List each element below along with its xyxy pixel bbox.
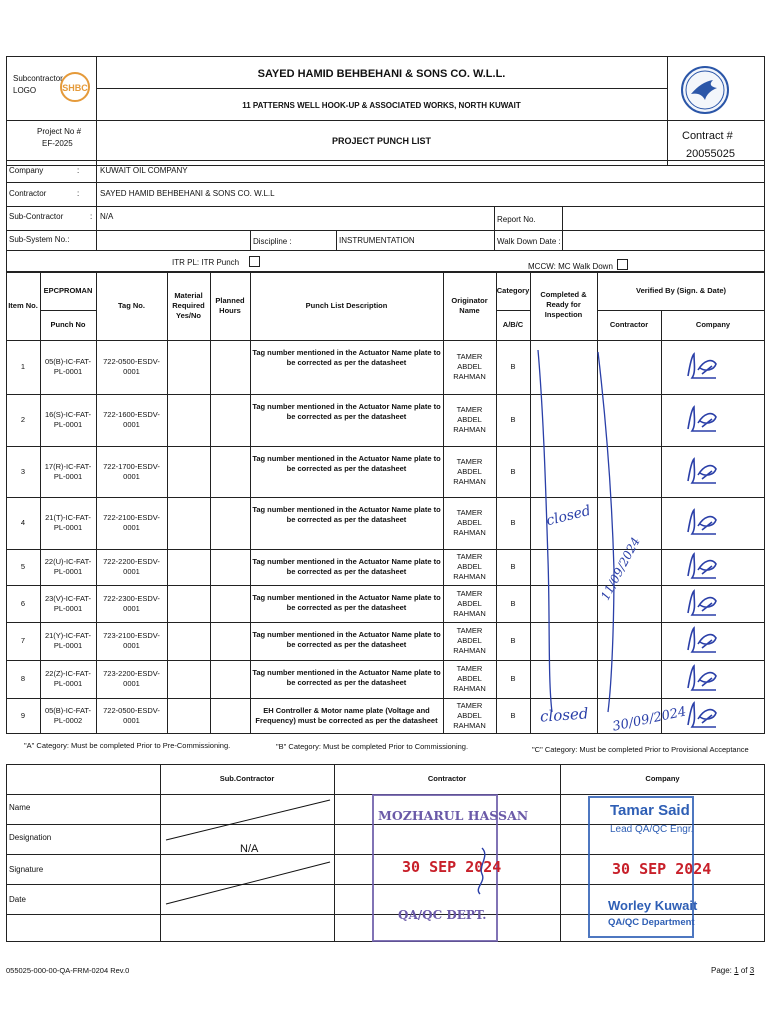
project-title: 11 PATTERNS WELL HOOK-UP & ASSOCIATED WORKS, NORTH KUWAIT (242, 101, 521, 110)
signoff-subcontractor-header: Sub.Contractor (219, 774, 275, 783)
company-title: SAYED HAMID BEHBEHANI & SONS CO. W.L.L. (257, 68, 506, 80)
cell-tag-no: 722-2200-ESDV-0001 (103, 557, 160, 576)
contractor-stamp-date: 30 SEP 2024 (402, 858, 502, 876)
cell-punch-no: 16(S)-IC-FAT-PL-0001 (44, 410, 92, 429)
cell-originator: TAMER ABDEL RAHMAN (453, 352, 486, 381)
svg-text:SHBC: SHBC (62, 83, 88, 93)
signoff-signature-label: Signature (9, 865, 44, 874)
cell-originator: TAMER ABDEL RAHMAN (453, 626, 486, 655)
contractor-stamp-name: MOZHARUL HASSAN (378, 808, 529, 823)
cell-category: B (510, 466, 516, 476)
handwritten-date: 30/09/2024 (611, 704, 688, 735)
header-contractor: Contractor (609, 320, 649, 329)
colon: : (77, 166, 80, 175)
cell-description: Tag number mentioned in the Actuator Name plate to be corrected as per the datasheet (252, 557, 441, 576)
company-label: Company (9, 166, 44, 175)
cell-tag-no: 722-0500-ESDV-0001 (103, 357, 160, 376)
header-item-no: Item No. (8, 301, 38, 310)
signoff-date-label: Date (9, 895, 26, 904)
header-originator: Originator Name (451, 296, 488, 315)
contract-value: 20055025 (686, 148, 735, 160)
cell-item-no: 7 (20, 636, 26, 645)
mccw-label: MCCW: MC Walk Down (528, 262, 613, 271)
cell-item-no: 5 (20, 562, 26, 571)
header-category: Category (496, 286, 530, 295)
note-category-c: "C" Category: Must be completed Prior to Provisional Acceptance (532, 745, 749, 754)
colon: : (90, 212, 93, 221)
handwritten-closed-note: closed (544, 502, 593, 530)
header-category-abc: A/B/C (502, 320, 524, 329)
cell-description: Tag number mentioned in the Actuator Name plate to be corrected as per the datasheet (252, 454, 441, 473)
contractor-label: Contractor (9, 189, 47, 198)
cell-item-no: 3 (20, 466, 26, 476)
header-epcproman: EPCPROMAN (43, 286, 93, 295)
company-stamp-designation: Lead QA/QC Engr. (610, 824, 694, 835)
header-planned-hours: Planned Hours (215, 296, 245, 315)
cell-tag-no: 722-1600-ESDV-0001 (103, 410, 160, 429)
header-tag-no: Tag No. (118, 301, 145, 310)
logo-placeholder-label: Subcontractor (13, 74, 63, 83)
contractor-signature (460, 846, 500, 896)
cell-tag-no: 723-2200-ESDV-0001 (103, 669, 160, 688)
page-label: Page: (711, 966, 732, 975)
page-total: 3 (749, 966, 755, 975)
cell-item-no: 6 (20, 598, 26, 608)
cell-originator: TAMER ABDEL RAHMAN (453, 405, 486, 434)
company-stamp-date: 30 SEP 2024 (612, 860, 712, 878)
form-title: PROJECT PUNCH LIST (331, 136, 431, 146)
company-value: KUWAIT OIL COMPANY (100, 166, 188, 175)
cell-originator: TAMER ABDEL RAHMAN (453, 701, 486, 730)
company-stamp-name: Tamar Said (610, 802, 690, 819)
subcontractor-label: Sub-Contractor (9, 212, 64, 221)
cell-description: EH Controller & Motor name plate (Voltage and Frequency) must be corrected as per the datasheet (255, 706, 438, 725)
cell-category: B (510, 518, 516, 527)
discipline-value: INSTRUMENTATION (339, 236, 415, 245)
logo-placeholder-label: LOGO (13, 86, 37, 95)
cell-originator: TAMER ABDEL RAHMAN (453, 552, 486, 581)
cell-description: Tag number mentioned in the Actuator Name plate to be corrected as per the datasheet (252, 668, 441, 687)
project-no-label: Project No # (37, 127, 82, 136)
contract-label: Contract # (682, 130, 733, 142)
cell-originator: TAMER ABDEL RAHMAN (453, 588, 486, 618)
company-stamp-org: Worley Kuwait (608, 898, 698, 913)
note-category-b: "B" Category: Must be completed Prior to Commissioning. (276, 742, 469, 751)
cell-punch-no: 21(T)-IC-FAT-PL-0001 (45, 513, 91, 532)
handwritten-date: 11/09/2024 (598, 534, 643, 603)
cell-tag-no: 722-2100-ESDV-0001 (103, 513, 160, 532)
subcontractor-value: N/A (100, 212, 114, 221)
signoff-subcontractor-na: N/A (240, 843, 259, 855)
header-verified-by: Verified By (Sign. & Date) (635, 286, 727, 295)
cell-punch-no: 17(R)-IC-FAT-PL-0001 (44, 461, 92, 481)
cell-item-no: 4 (20, 518, 26, 527)
cell-category: B (510, 362, 516, 371)
header-company: Company (695, 320, 731, 329)
subsystem-label: Sub-System No.: (9, 235, 70, 244)
cell-tag-no: 723-2100-ESDV-0001 (103, 631, 160, 650)
cell-originator: TAMER ABDEL RAHMAN (453, 508, 486, 537)
note-category-a: "A" Category: Must be completed Prior to Pre-Commissioning. (24, 741, 231, 750)
cell-punch-no: 21(Y)-IC-FAT-PL-0001 (44, 631, 92, 650)
cell-category: B (510, 711, 516, 720)
cell-item-no: 8 (20, 674, 26, 683)
colon: : (77, 189, 80, 198)
cell-tag-no: 722-1700-ESDV-0001 (103, 461, 160, 481)
page-indicator (711, 966, 754, 975)
signoff-company-header: Company (645, 774, 680, 783)
cell-punch-no: 05(B)-IC-FAT-PL-0001 (44, 357, 92, 376)
cell-item-no: 1 (20, 362, 26, 371)
project-no-value: EF-2025 (42, 139, 73, 148)
cell-punch-no: 22(Z)-IC-FAT-PL-0001 (45, 669, 91, 688)
cell-originator: TAMER ABDEL RAHMAN (453, 456, 486, 486)
cell-punch-no: 23(V)-IC-FAT-PL-0001 (44, 593, 92, 613)
page-current: 1 (734, 966, 739, 975)
cell-punch-no: 05(B)-IC-FAT-PL-0002 (44, 706, 92, 725)
cell-category: B (510, 415, 516, 424)
header-material-required: Material Required Yes/No (172, 291, 205, 320)
cell-description: Tag number mentioned in the Actuator Name plate to be corrected as per the datasheet (252, 505, 441, 524)
document-number: 055025-000-00-QA-FRM-0204 Rev.0 (6, 966, 130, 975)
handwritten-closed-note: closed (539, 704, 589, 726)
cell-description: Tag number mentioned in the Actuator Name plate to be corrected as per the datasheet (252, 630, 441, 649)
discipline-label: Discipline : (253, 237, 292, 246)
header-punch-no: Punch No (50, 320, 86, 329)
itr-label: ITR PL: ITR Punch (172, 258, 240, 267)
signoff-contractor-header: Contractor (427, 774, 467, 783)
cell-originator: TAMER ABDEL RAHMAN (453, 664, 486, 693)
page-of: of (740, 966, 748, 975)
cell-punch-no: 22(U)-IC-FAT-PL-0001 (44, 557, 92, 576)
header-completed-ready: Completed & Ready for Inspection (540, 290, 587, 319)
cell-description: Tag number mentioned in the Actuator Name plate to be corrected as per the datasheet (252, 348, 441, 367)
cell-tag-no: 722-0500-ESDV-0001 (103, 706, 160, 725)
report-no-label: Report No. (497, 215, 536, 224)
cell-description: Tag number mentioned in the Actuator Name plate to be corrected as per the datasheet (252, 593, 441, 612)
cell-category: B (510, 598, 516, 608)
cell-tag-no: 722-2300-ESDV-0001 (103, 593, 160, 613)
company-stamp-dept: QA/QC Department (608, 917, 695, 928)
cell-item-no: 2 (20, 415, 26, 424)
signoff-designation-label: Designation (9, 833, 52, 842)
cell-category: B (510, 674, 516, 683)
walkdown-label: Walk Down Date : (497, 237, 561, 246)
contractor-stamp-dept: QA/QC DEPT. (398, 908, 487, 922)
header-description: Punch List Description (305, 301, 388, 310)
cell-description: Tag number mentioned in the Actuator Name plate to be corrected as per the datasheet (252, 402, 441, 421)
contractor-value: SAYED HAMID BEHBEHANI & SONS CO. W.L.L (100, 189, 275, 198)
signoff-name-label: Name (9, 803, 31, 812)
cell-category: B (510, 636, 516, 645)
cell-category: B (510, 562, 516, 571)
cell-item-no: 9 (20, 711, 26, 720)
